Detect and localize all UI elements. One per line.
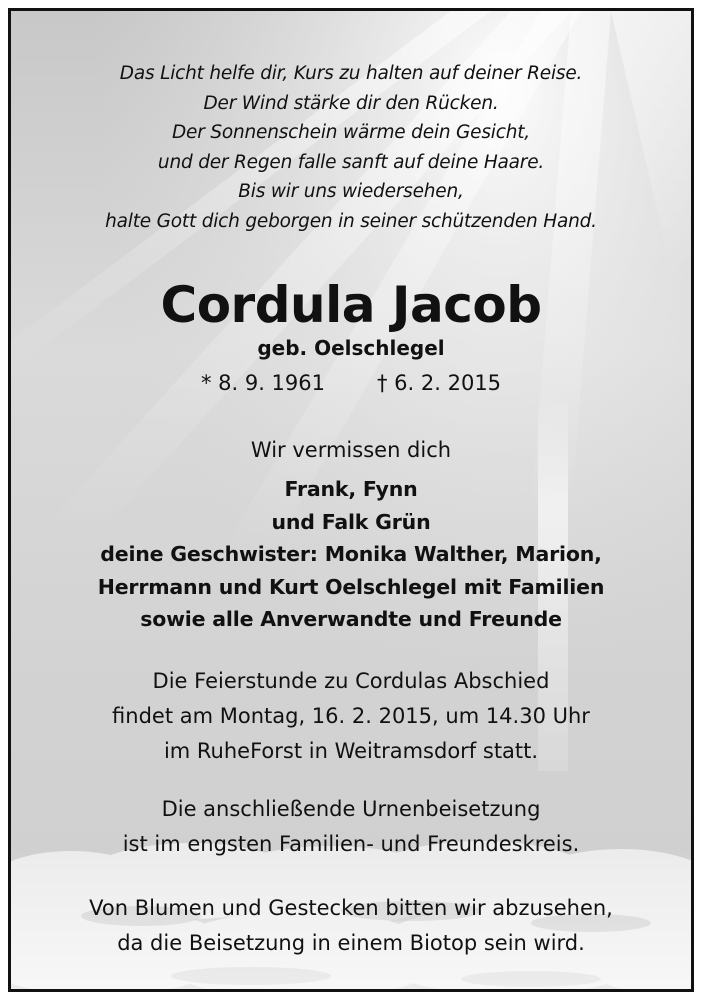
poem-line: halte Gott dich geborgen in seiner schützenden Hand. bbox=[105, 210, 597, 232]
poem-line: Der Wind stärke dir den Rücken. bbox=[203, 92, 499, 114]
urn-line: Die anschließende Urnenbeisetzung bbox=[161, 797, 541, 821]
mourner-line: und Falk Grün bbox=[271, 509, 431, 534]
poem bbox=[11, 59, 691, 236]
mourner-line: Frank, Fynn bbox=[284, 477, 418, 501]
flowers-line: Von Blumen und Gestecken bitten wir abzusehen, bbox=[89, 896, 613, 920]
ceremony-info bbox=[11, 664, 691, 769]
urn-burial-info bbox=[11, 792, 691, 862]
mourner-line: Herrmann und Kurt Oelschlegel mit Familien bbox=[97, 574, 605, 599]
poem-line: Das Licht helfe dir, Kurs zu halten auf deiner Reise. bbox=[119, 63, 583, 84]
poem-line: Der Sonnenschein wärme dein Gesicht, bbox=[172, 122, 530, 143]
life-dates bbox=[11, 368, 691, 398]
mourner-line: sowie alle Anverwandte und Freunde bbox=[140, 607, 562, 631]
mourners-intro: Wir vermissen dich bbox=[250, 438, 452, 462]
ceremony-line: Die Feierstunde zu Cordulas Abschied bbox=[152, 669, 550, 693]
obituary-notice bbox=[8, 8, 694, 992]
deceased-name: Cordula Jacob bbox=[160, 276, 542, 334]
urn-line: ist im engsten Familien- und Freundeskreis. bbox=[122, 832, 580, 856]
flowers-note bbox=[11, 891, 691, 961]
mourners-list bbox=[11, 473, 691, 636]
flowers-line: da die Beisetzung in einem Biotop sein wird. bbox=[117, 931, 585, 955]
ceremony-line: im RuheForst in Weitramsdorf statt. bbox=[163, 739, 539, 763]
poem-line: Bis wir uns wiedersehen, bbox=[238, 181, 464, 202]
ceremony-line: findet am Montag, 16. 2. 2015, um 14.30 Uhr bbox=[112, 704, 590, 728]
poem-line: und der Regen falle sanft auf deine Haare. bbox=[157, 151, 545, 173]
death-date: † 6. 2. 2015 bbox=[377, 371, 502, 395]
mourner-line: deine Geschwister: Monika Walther, Marion, bbox=[100, 542, 602, 566]
maiden-name: geb. Oelschlegel bbox=[257, 336, 445, 360]
birth-date: * 8. 9. 1961 bbox=[200, 371, 325, 395]
